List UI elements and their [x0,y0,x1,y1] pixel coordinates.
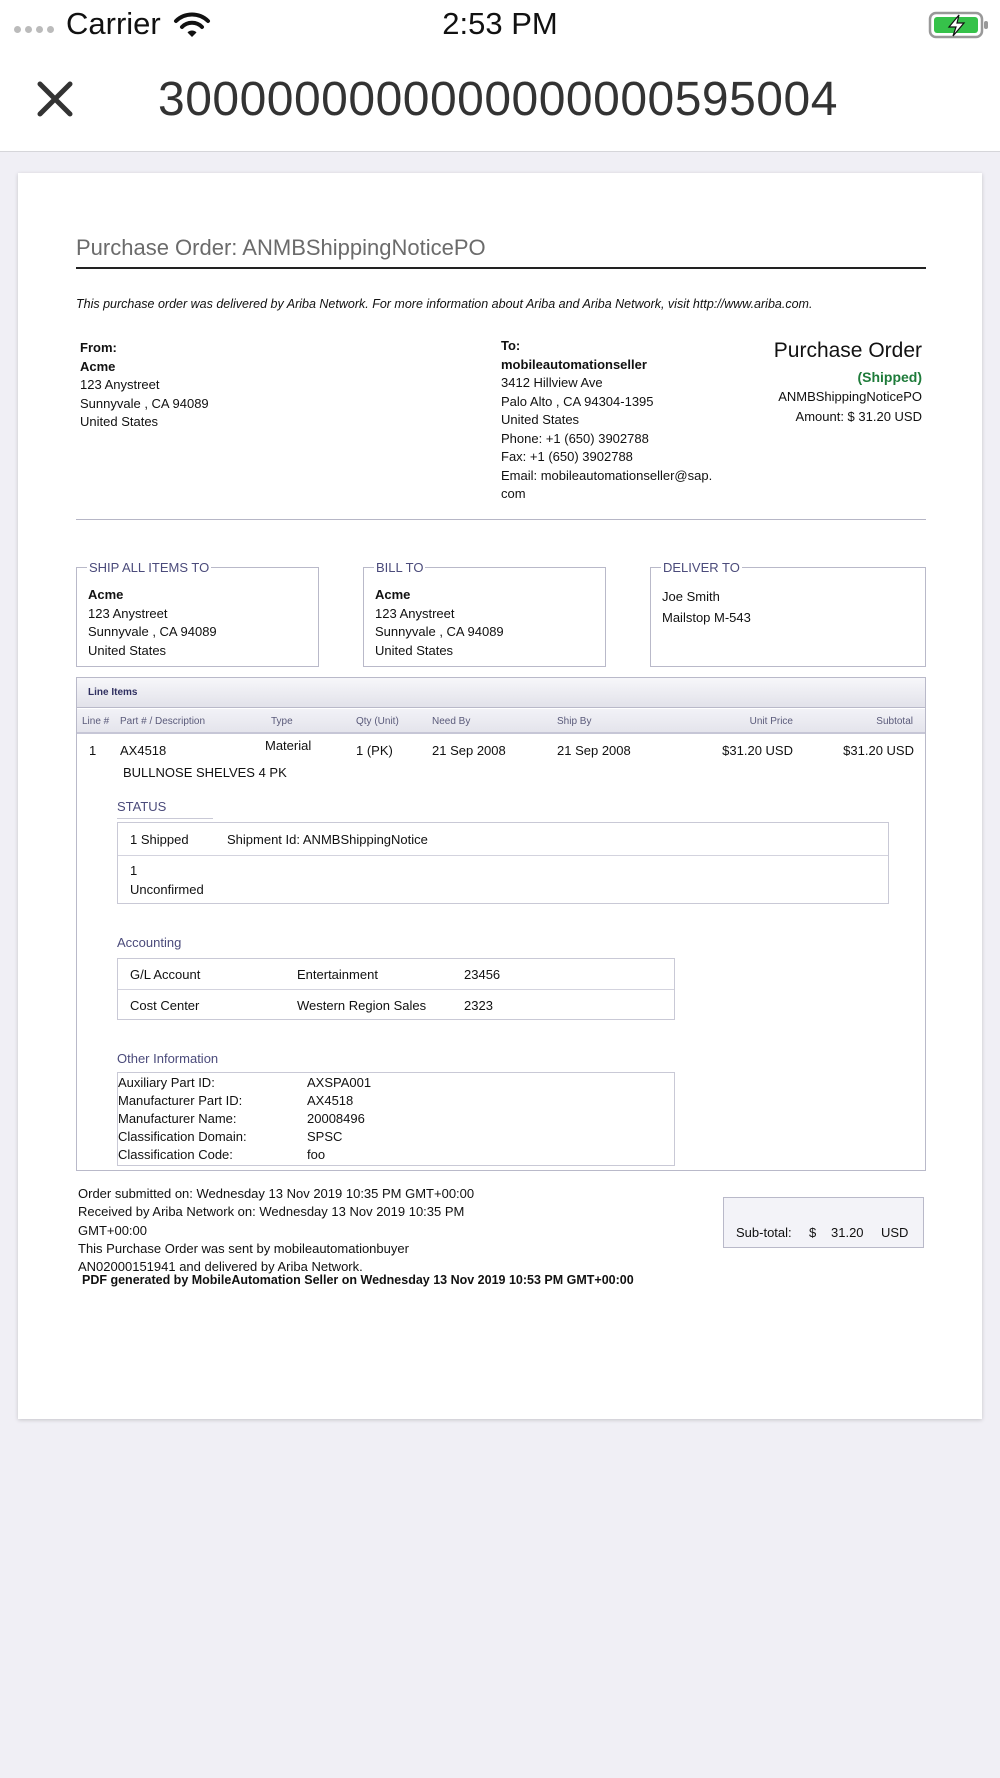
order-sent-by-cont: AN02000151941 and delivered by Ariba Network. [78,1259,363,1275]
from-name: Acme [80,358,116,374]
col-need-by: Need By [432,716,471,727]
line-items-table [76,677,926,1171]
other-key: Classification Code: [118,1147,233,1162]
divider [76,519,926,520]
ship-to-country: United States [88,642,167,658]
other-key: Classification Domain: [118,1129,247,1144]
order-received: Received by Ariba Network on: Wednesday 13 Nov 2019 10:35 PM [78,1204,465,1220]
document-sheet[interactable] [18,173,982,1419]
pdf-generated-note: PDF generated by MobileAutomation Seller on Wednesday 13 Nov 2019 10:53 PM GMT+00:00 [82,1273,634,1287]
deliver-to-legend: DELIVER TO [663,560,740,575]
to-email: Email: mobileautomationseller@sap. [501,467,713,483]
summary-heading: Purchase Order [773,339,922,362]
other-key: Auxiliary Part ID: [118,1075,215,1090]
order-history-notes [78,1185,498,1276]
col-subtotal: Subtotal [876,716,913,727]
bill-to-country: United States [375,642,454,658]
ship-to-street: 123 Anystreet [88,605,168,621]
to-city: Palo Alto , CA 94304-1395 [501,393,654,409]
line-items-heading: Line Items [77,678,925,708]
accounting-name: Entertainment [297,967,378,982]
col-part: Part # / Description [120,716,206,727]
to-phone: Phone: +1 (650) 3902788 [501,430,649,446]
order-submitted: Order submitted on: Wednesday 13 Nov 2019 10:35 PM GMT+00:00 [78,1186,475,1201]
accounting-name: Western Region Sales [297,998,427,1013]
cell-need-by: 21 Sep 2008 [432,743,506,758]
status-shipment-id: Shipment Id: ANMBShippingNotice [227,832,428,847]
deliver-to-name: Joe Smith [662,589,720,604]
to-street: 3412 Hillview Ave [501,375,603,390]
clock: 2:53 PM [442,6,558,41]
status-bar [0,0,1000,48]
cell-part: AX4518 [120,743,167,758]
from-address [80,339,209,432]
col-ship-by: Ship By [557,716,592,727]
accounting-title: Accounting [117,935,182,950]
deliver-to-mailstop: Mailstop M-543 [662,610,751,625]
accounting-label: G/L Account [130,967,201,982]
to-address [501,337,721,504]
col-unit-price: Unit Price [749,716,793,727]
ship-to-city: Sunnyvale , CA 94089 [88,624,217,639]
other-value: SPSC [307,1129,343,1144]
nav-bar [0,48,1000,152]
other-info-title: Other Information [117,1051,219,1066]
accounting-code: 2323 [464,998,493,1013]
ship-to-name: Acme [88,587,124,602]
to-name: mobileautomationseller [501,356,647,372]
deliver-to-box [650,560,926,667]
other-key: Manufacturer Part ID: [118,1093,243,1108]
ship-to-box [76,560,319,667]
delivery-note: This purchase order was delivered by Ariba Network. For more information about Ariba and Ariba Network, visit http://www.ariba.com. [76,297,813,311]
battery-charging-icon [928,10,990,40]
divider [76,267,926,269]
subtotal-currency: USD [881,1225,909,1240]
from-label: From: [80,340,117,355]
cell-line: 1 [89,743,97,758]
other-info-table [117,1072,675,1166]
bill-to-city: Sunnyvale , CA 94089 [375,624,504,639]
subtotal-label: Sub-total: [736,1225,792,1240]
order-received-tz: GMT+00:00 [78,1222,148,1238]
to-email-cont: com [501,486,526,501]
summary-po-id: ANMBShippingNoticePO [778,389,922,404]
po-title: Purchase Order: ANMBShippingNoticePO [76,235,486,260]
ship-to-legend: SHIP ALL ITEMS TO [89,560,210,575]
close-icon[interactable] [34,78,76,120]
status-unconfirmed-qty: 1 [130,863,138,878]
other-key: Manufacturer Name: [118,1111,237,1126]
bill-to-legend: BILL TO [376,560,424,575]
accounting-label: Cost Center [130,998,200,1013]
cell-subtotal: $31.20 USD [843,743,914,758]
cell-type: Material [265,738,312,753]
item-description: BULLNOSE SHELVES 4 PK [123,765,287,780]
to-label: To: [501,338,521,353]
from-country: United States [80,414,159,429]
to-fax: Fax: +1 (650) 3902788 [501,449,633,464]
other-value: AXSPA001 [307,1075,372,1090]
to-country: United States [501,412,580,427]
col-type: Type [271,716,293,727]
cell-qty: 1 (PK) [356,743,393,758]
cell-ship-by: 21 Sep 2008 [557,743,631,758]
from-city: Sunnyvale , CA 94089 [80,395,209,411]
accounting-code: 23456 [464,967,501,982]
status-table [117,822,889,904]
bill-to-box [363,560,606,667]
other-value: foo [307,1147,326,1162]
bill-to-street: 123 Anystreet [375,605,455,621]
bill-to-name: Acme [375,587,411,602]
status-badge: (Shipped) [857,369,922,385]
accounting-table [117,958,675,1020]
summary-amount: Amount: $ 31.20 USD [795,409,922,424]
subtotal-value: 31.20 [831,1225,864,1240]
status-title: STATUS [117,799,167,814]
col-line: Line # [82,716,110,727]
po-summary [774,337,922,427]
subtotal-box [723,1197,924,1248]
other-value: 20008496 [307,1111,365,1126]
status-unconfirmed: Unconfirmed [130,882,204,897]
from-street: 123 Anystreet [80,377,160,392]
subtotal-symbol: $ [809,1225,817,1240]
page-title: 3000000000000000000595004 [158,73,838,126]
cell-unit-price: $31.20 USD [722,743,793,758]
col-qty: Qty (Unit) [356,716,399,727]
other-value: AX4518 [307,1093,354,1108]
carrier-label: Carrier [66,6,161,41]
status-shipped: 1 Shipped [130,832,189,847]
table-header [77,709,925,734]
order-sent-by: This Purchase Order was sent by mobileautomationbuyer [78,1240,409,1256]
divider [117,818,213,819]
